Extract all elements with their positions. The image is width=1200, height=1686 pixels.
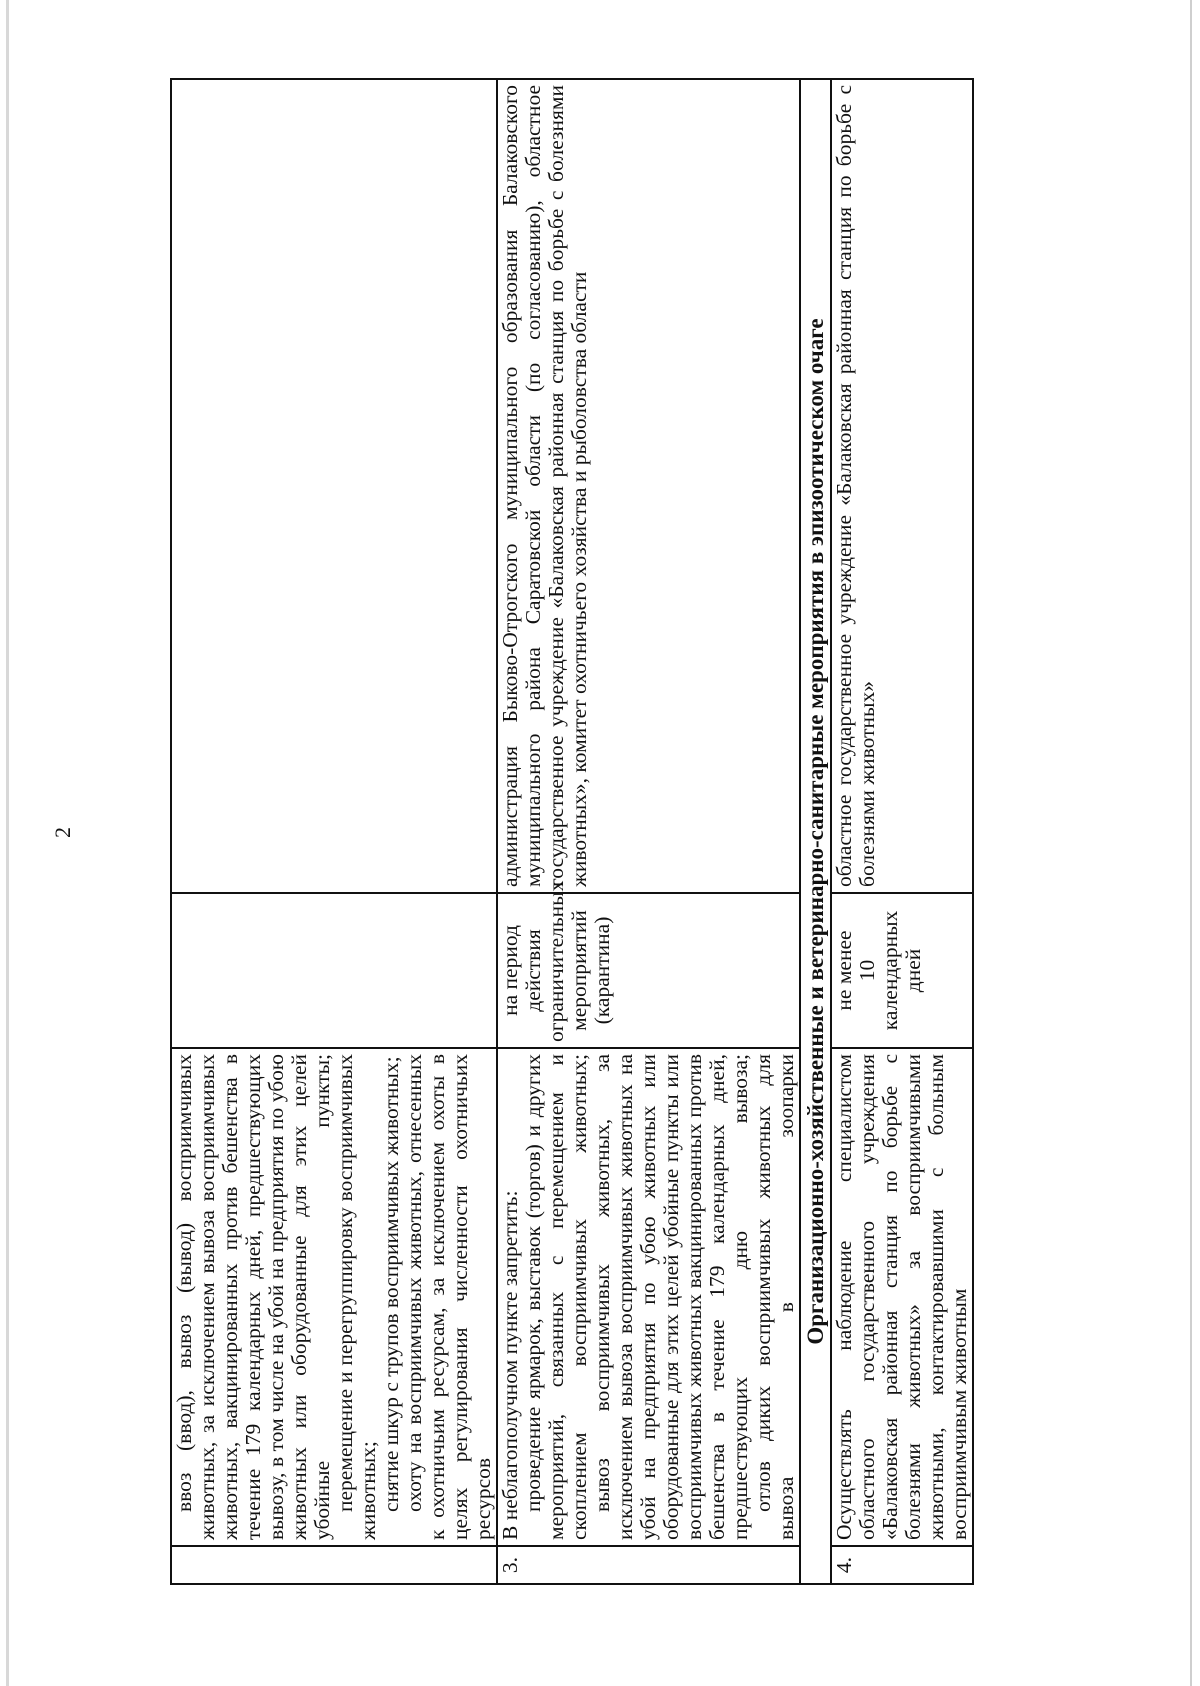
- measure-paragraph: В неблагополучном пункте запретить:: [498, 1190, 522, 1540]
- page-number: 2: [50, 827, 75, 838]
- row-number: 3.: [497, 1546, 800, 1584]
- rotated-page: [50, 80, 971, 1585]
- term-line: 10 календарных: [855, 910, 902, 1031]
- term-cell: [831, 893, 973, 1048]
- measure-paragraph: охоту на восприимчивых животных, отнесенных к охотничьим ресурсам, за исключением охоты в целях регулирования численности охотничьих ресурсов: [402, 1054, 495, 1540]
- term-line: (карантина): [590, 916, 614, 1025]
- section-title: Организационно-хозяйственные и ветеринарно-санитарные мероприятия в эпизоотическом очаге: [800, 79, 831, 1584]
- term-line: мероприятий: [567, 910, 591, 1031]
- measures-table: [170, 78, 974, 1585]
- scan-edge-left: [6, 0, 9, 1686]
- row-number: [171, 1546, 497, 1584]
- table-row: [497, 79, 800, 1584]
- term-line: действия: [521, 929, 545, 1012]
- responsible-cell: [171, 79, 497, 893]
- measure-paragraph: отлов диких восприимчивых животных для вывоза в зоопарки: [751, 1054, 798, 1540]
- measure-paragraph: Осуществлять наблюдение специалистом областного государственного учреждения «Балаковская районная станция по борьбе с болезнями животных» за восприимчивыми животными, контактировавшими с больным восприимчивым животным: [832, 1054, 971, 1540]
- term-line: дней: [901, 948, 925, 993]
- term-line: ограничительных: [544, 880, 568, 1042]
- measure-paragraph: перемещение и перегруппировку восприимчивых животных;: [333, 1054, 380, 1540]
- table-row: [171, 79, 497, 1584]
- measure-paragraph: проведение ярмарок, выставок (торгов) и других мероприятий, связанных с перемещением и скоплением восприимчивых животных;: [521, 1054, 591, 1540]
- measure-cell: [171, 1048, 497, 1546]
- table-row: [831, 79, 973, 1584]
- measure-paragraph: вывоз восприимчивых животных, за исключением вывоза восприимчивых животных на убой на предприятия по убою животных или оборудованные для этих целей убойные пункты или восприимчивых животных вакцинированных против бешенства в течение 179 календарных дней, предшествующих дню вывоза;: [590, 1054, 752, 1540]
- term-cell: [171, 893, 497, 1048]
- measure-paragraph: снятие шкур с трупов восприимчивых животных;: [379, 1056, 403, 1512]
- term-line: на период: [498, 925, 522, 1016]
- row-number: 4.: [831, 1546, 973, 1584]
- measure-cell: [497, 1048, 800, 1546]
- responsible-cell: администрация Быково-Отрогского муниципального образования Балаковского муниципального района Саратовской области (по согласованию), областное государственное учреждение «Балаковская районная станция по борьбе с болезнями животных», комитет охотничьего хозяйства и рыболовства области: [497, 79, 800, 893]
- term-line: не менее: [832, 930, 856, 1011]
- measure-cell: [831, 1048, 973, 1546]
- term-cell: [497, 880, 800, 1048]
- measure-paragraph: ввоз (ввод), вывоз (вывод) восприимчивых животных, за исключением вывоза восприимчивых животных, вакцинированных против бешенства в течение 179 календарных дней, предшествующих вывозу, в том числе на убой на предприятия по убою животных или оборудованные для этих целей убойные пункты;: [172, 1054, 334, 1540]
- scan-edge-right: [1190, 0, 1192, 1686]
- responsible-cell: областное государственное учреждение «Балаковская районная станция по борьбе с болезнями животных»: [831, 79, 973, 893]
- section-row: [800, 79, 831, 1584]
